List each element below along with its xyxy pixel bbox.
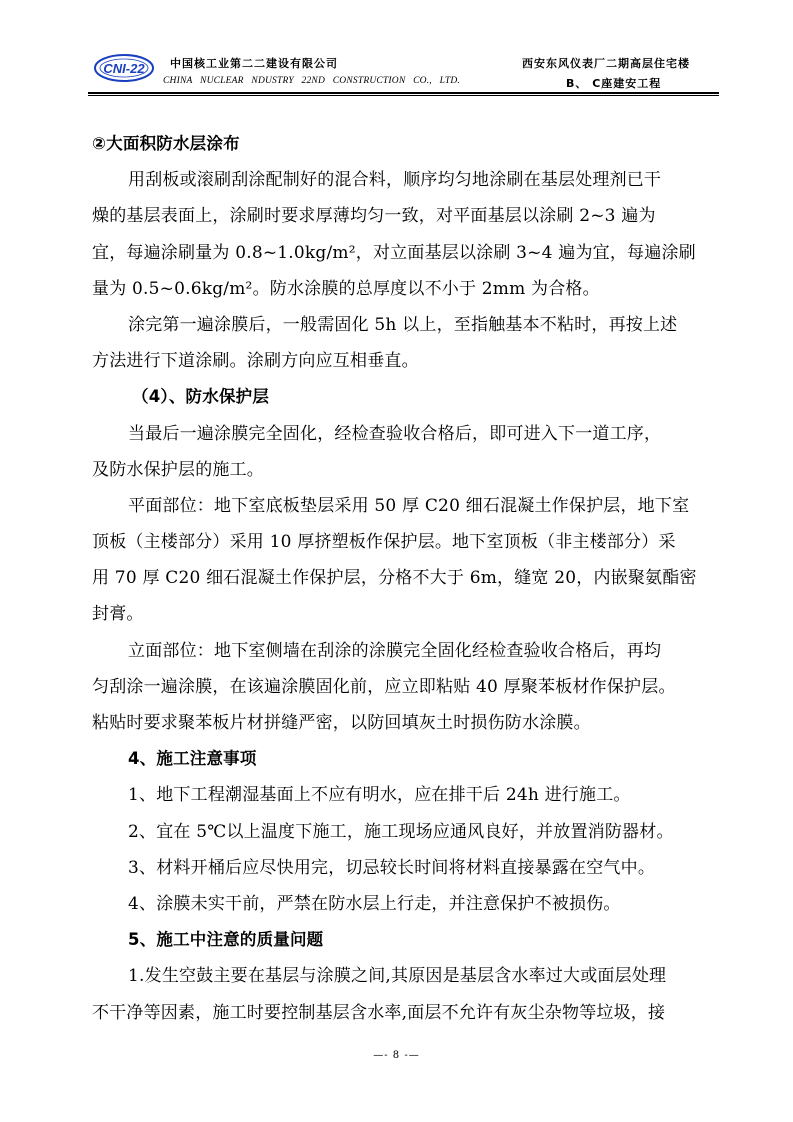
paragraph-line: 不干净等因素，施工时要控制基层含水率,面层不允许有灰尘杂物等垃圾，接	[92, 1002, 666, 1023]
paragraph-line: 用 70 厚 C20 细石混凝土作保护层，分格不大于 6m，缝宽 20，内嵌聚氨酯密	[92, 568, 697, 589]
list-item: 4、涂膜未实干前，严禁在防水层上行走，并注意保护不被损伤。	[128, 893, 621, 914]
paragraph-line: 量为 0.5~0.6kg/m²。防水涂膜的总厚度以不小于 2mm 为合格。	[92, 278, 600, 299]
paragraph-line: 立面部位：地下室侧墙在刮涂的涂膜完全固化经检查验收合格后，再均	[128, 640, 662, 661]
header-rule-thin	[88, 95, 719, 96]
paragraph-line: 1.发生空鼓主要在基层与涂膜之间,其原因是基层含水率过大或面层处理	[128, 966, 667, 987]
header-rule-thick	[88, 92, 719, 94]
paragraph-line: 宜，每遍涂刷量为 0.8~1.0kg/m²，对立面基层以涂刷 3~4 遍为宜，每遍涂刷	[92, 242, 696, 263]
paragraph-line: 方法进行下道涂刷。涂刷方向应互相垂直。	[92, 351, 419, 372]
list-item: 1、地下工程潮湿基面上不应有明水，应在排干后 24h 进行施工。	[128, 785, 631, 806]
section-heading: （4）、防水保护层	[132, 387, 270, 407]
paragraph-line: 粘贴时要求聚苯板片材拼缝严密，以防回填灰土时损伤防水涂膜。	[92, 713, 591, 733]
page-number: —- 8 -—	[373, 1050, 420, 1061]
section-heading: ②大面积防水层涂布	[92, 134, 240, 153]
list-item: 3、材料开桶后应尽快用完，切忌较长时间将材料直接暴露在空气中。	[128, 857, 656, 878]
paragraph-line: 及防水保护层的施工。	[92, 459, 264, 480]
paragraph-line: 当最后一遍涂膜完全固化，经检查验收合格后，即可进入下一道工序，	[128, 423, 662, 444]
project-name-line1: 西安东风仪表厂二期高层住宅楼	[522, 57, 690, 70]
project-name-line2: B、 C座建安工程	[566, 77, 662, 90]
paragraph-line: 涂完第一遍涂膜后，一般需固化 5h 以上，至指触基本不粘时，再按上述	[128, 314, 678, 335]
company-logo	[93, 53, 155, 83]
logo-text: CNI-22	[103, 60, 145, 76]
paragraph-line: 燥的基层表面上，涂刷时要求厚薄均匀一致，对平面基层以涂刷 2~3 遍为	[92, 206, 656, 227]
section-heading: 5、施工中注意的质量问题	[128, 930, 324, 950]
list-item: 2、宜在 5℃以上温度下施工，施工现场应通风良好，并放置消防器材。	[128, 821, 674, 842]
section-heading: 4、施工注意事项	[128, 749, 257, 769]
document-body	[92, 126, 718, 1031]
paragraph-line: 平面部位：地下室底板垫层采用 50 厚 C20 细石混凝土作保护层，地下室	[128, 495, 690, 516]
paragraph-line: 匀刮涂一遍涂膜，在该遍涂膜固化前，应立即粘贴 40 厚聚苯板材作保护层。	[92, 676, 676, 697]
company-name-cn: 中国核工业第二二建设有限公司	[170, 57, 338, 70]
paragraph-line: 封膏。	[92, 604, 144, 625]
paragraph-line: 用刮板或滚刷刮涂配制好的混合料，顺序均匀地涂刷在基层处理剂已干	[128, 170, 662, 191]
paragraph-line: 顶板（主楼部分）采用 10 厚挤塑板作保护层。地下室顶板（非主楼部分）采	[92, 532, 676, 553]
company-name-en: CHINA NUCLEAR NDUSTRY 22ND CONSTRUCTION CO., LTD.	[163, 76, 460, 86]
page-header	[0, 0, 793, 96]
